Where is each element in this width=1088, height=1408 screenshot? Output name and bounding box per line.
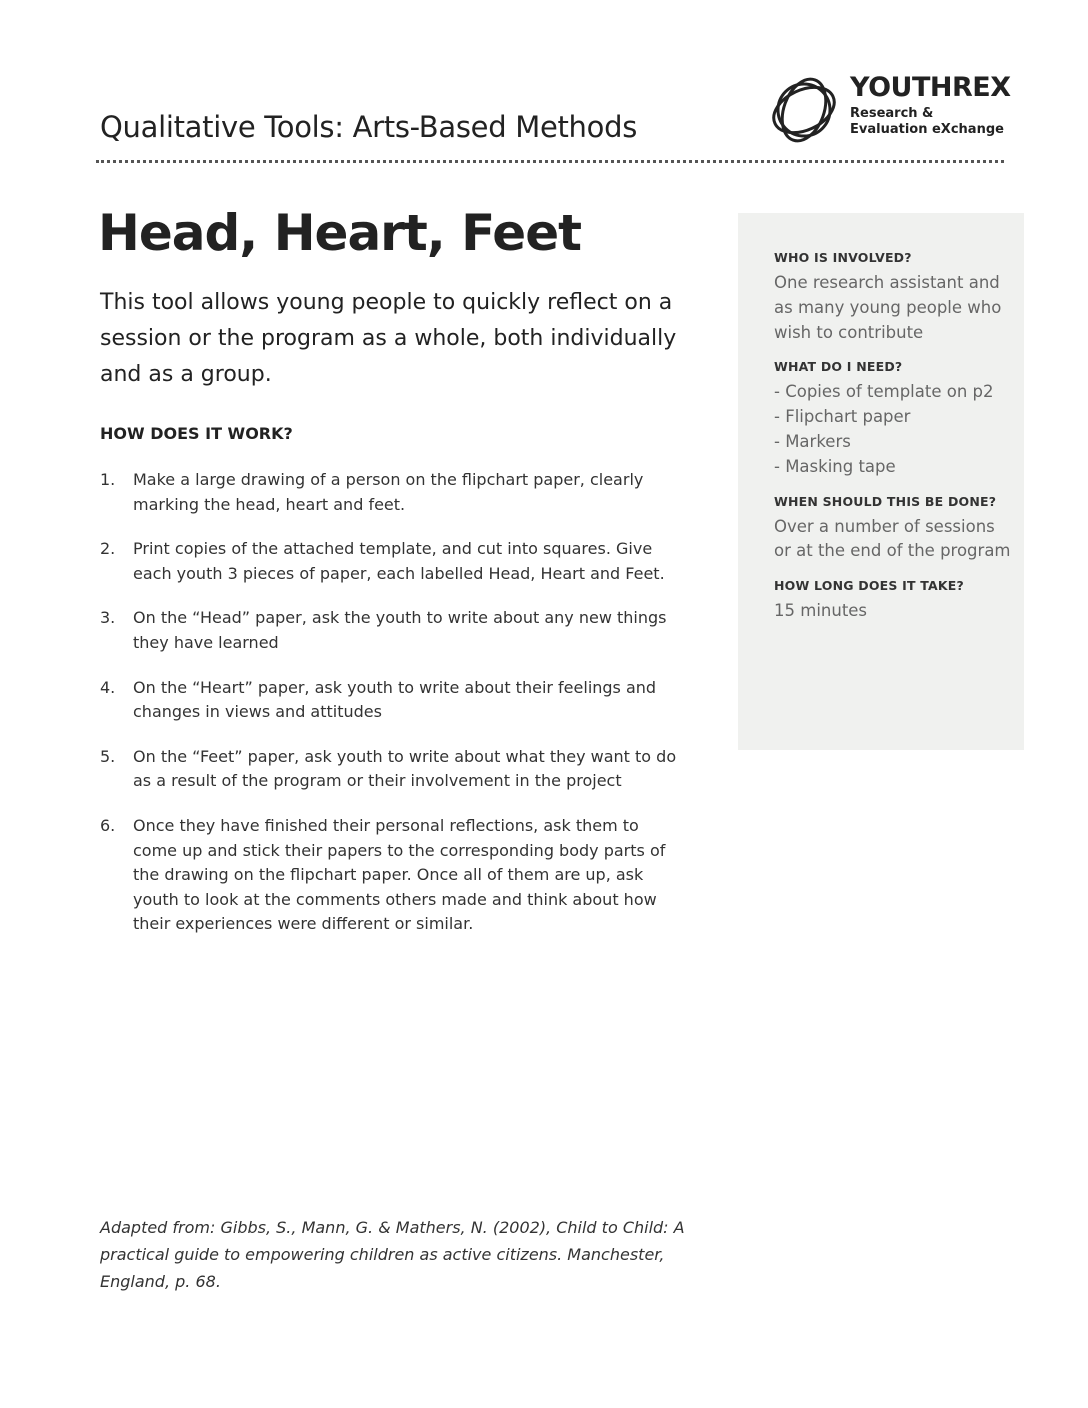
step-item (100, 676, 680, 725)
step-item (100, 814, 680, 937)
when-heading: WHEN SHOULD THIS BE DONE? (774, 493, 997, 509)
step-text: Once they have finished their personal reflections, ask them to come up and stick their papers to the corresponding body parts of the drawing on the flipchart paper. Once all of them are up, ask youth to look at the comments others made and think about how their experiences were different or similar. (133, 815, 666, 934)
long-text: 15 minutes (774, 601, 868, 621)
brand-subtitle-line: Research & (850, 106, 934, 121)
info-sidebar (738, 213, 1024, 750)
step-item (100, 606, 680, 655)
step-number: 5. (100, 746, 116, 766)
step-number: 2. (100, 539, 116, 559)
step-text: On the “Head” paper, ask the youth to write about any new things they have learned (133, 608, 667, 652)
intro-paragraph: This tool allows young people to quickly reflect on a session or the program as a whole, both individually and as a group. (100, 290, 677, 387)
step-text: On the “Feet” paper, ask youth to write about what they want to do as a result of the program or their involvement in the project (133, 746, 677, 791)
citation-footnote: Adapted from: Gibbs, S., Mann, G. & Mathers, N. (2002), Child to Child: A practical guide to empowering children as active citizens. Manchester, England, p. 68. (100, 1218, 685, 1291)
need-item: - Copies of template on p2 (774, 382, 994, 402)
need-item: - Flipchart paper (774, 407, 911, 427)
step-item (100, 537, 680, 586)
step-number: 1. (100, 470, 116, 489)
brand-subtitle-line: Evaluation eXchange (850, 122, 1004, 137)
section-title: Qualitative Tools: Arts-Based Methods (100, 110, 637, 144)
step-number: 6. (100, 815, 116, 835)
dotted-divider (96, 160, 1004, 163)
page-title: Head, Heart, Feet (98, 204, 581, 262)
need-item: - Markers (774, 431, 851, 451)
step-item (100, 468, 680, 517)
how-heading: HOW DOES IT WORK? (100, 424, 293, 443)
need-list (774, 380, 1014, 479)
need-heading: WHAT DO I NEED? (774, 359, 903, 375)
brand-name: YOUTHREX (850, 72, 1011, 103)
steps-list (100, 468, 680, 957)
orbit-rings-logo-icon (766, 72, 842, 148)
step-text: Print copies of the attached template, and cut into squares. Give each youth 3 pieces of paper, each labelled Head, Heart and Feet. (133, 539, 665, 583)
step-text: On the “Heart” paper, ask youth to write about their feelings and changes in views and attitudes (133, 677, 657, 722)
brand-logo (766, 68, 1016, 148)
brand-subtitle (850, 106, 1004, 138)
step-number: 3. (100, 608, 116, 628)
need-item: - Masking tape (774, 456, 896, 476)
who-heading: WHO IS INVOLVED? (774, 250, 912, 265)
when-text: Over a number of sessions or at the end of the program (774, 516, 1011, 561)
who-text: One research assistant and as many young people who wish to contribute (774, 273, 1002, 342)
step-item (100, 745, 680, 794)
long-heading: HOW LONG DOES IT TAKE? (774, 578, 964, 594)
step-text: Make a large drawing of a person on the flipchart paper, clearly marking the head, heart and feet. (133, 470, 644, 514)
step-number: 4. (100, 677, 116, 697)
